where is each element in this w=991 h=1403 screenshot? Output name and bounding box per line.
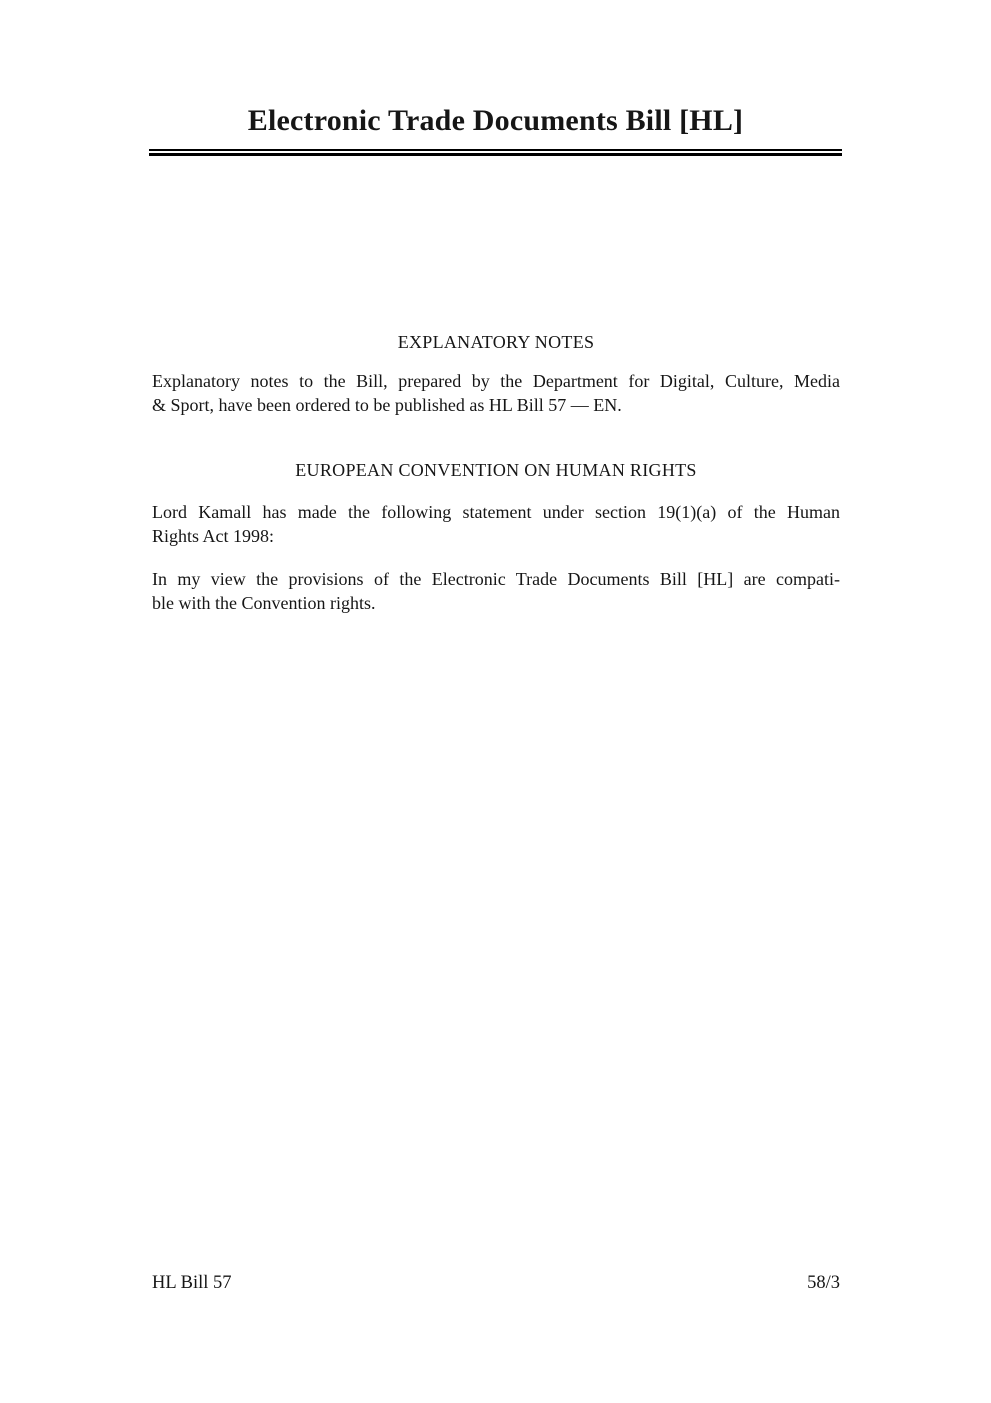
page-footer [152, 1271, 840, 1295]
paragraph-line: Lord Kamall has made the following statement under section 19(1)(a) of the Human [152, 502, 840, 522]
explanatory-notes-paragraph [152, 369, 840, 417]
paragraph-line: In my view the provisions of the Electronic Trade Documents Bill [HL] are compati- [152, 569, 840, 589]
paragraph-line: Explanatory notes to the Bill, prepared by the Department for Digital, Culture, Media [152, 371, 840, 391]
paragraph-line: & Sport, have been ordered to be published as HL Bill 57 — EN. [152, 395, 622, 415]
footer-bill-number: HL Bill 57 [152, 1273, 232, 1293]
paragraph-line: Rights Act 1998: [152, 526, 275, 546]
echr-statement-paragraph [152, 500, 840, 548]
footer-session-code: 58/3 [807, 1273, 840, 1293]
echr-heading: EUROPEAN CONVENTION ON HUMAN RIGHTS [295, 460, 697, 480]
paragraph-line: ble with the Convention rights. [152, 593, 376, 613]
explanatory-notes-heading: EXPLANATORY NOTES [397, 332, 595, 352]
echr-view-paragraph [152, 567, 840, 615]
title-double-rule [149, 149, 842, 156]
page-title: Electronic Trade Documents Bill [HL] [247, 104, 744, 137]
